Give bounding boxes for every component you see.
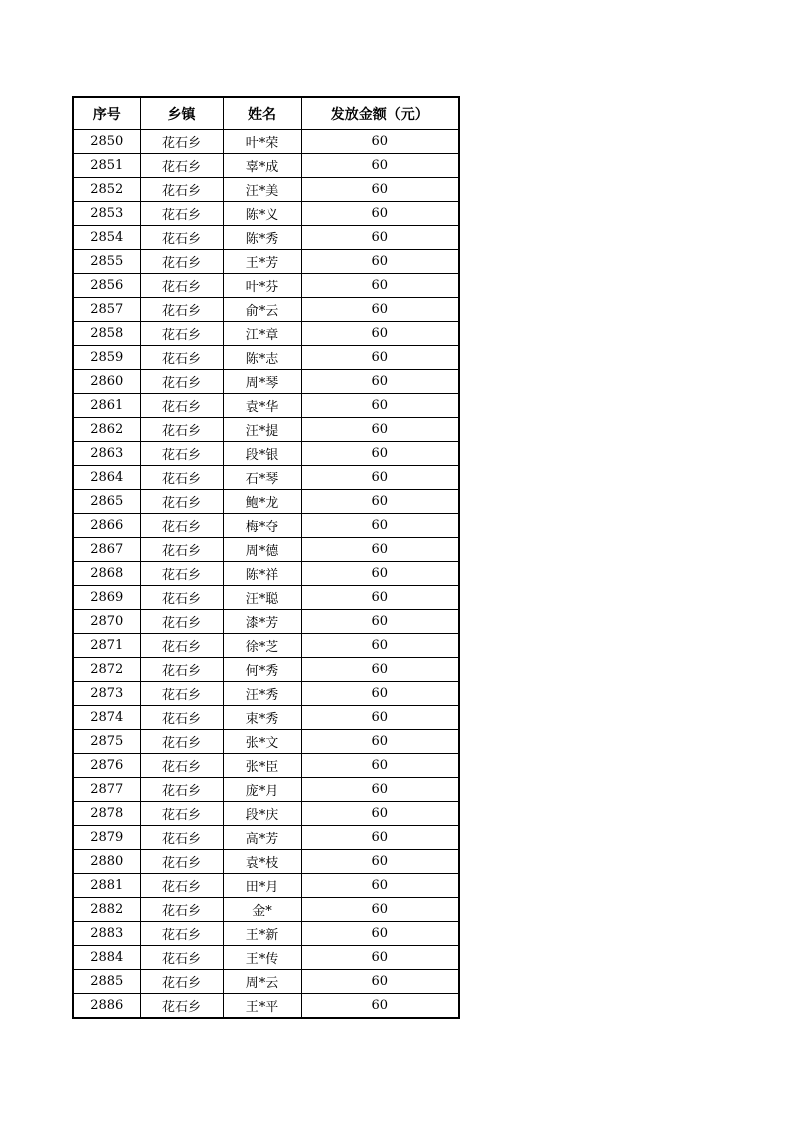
cell-town: 花石乡 xyxy=(140,970,223,994)
cell-town: 花石乡 xyxy=(140,634,223,658)
cell-no: 2885 xyxy=(73,970,140,994)
cell-amount: 60 xyxy=(301,538,459,562)
cell-name: 石*琴 xyxy=(223,466,301,490)
cell-no: 2854 xyxy=(73,226,140,250)
cell-no: 2866 xyxy=(73,514,140,538)
cell-name: 汪*提 xyxy=(223,418,301,442)
cell-town: 花石乡 xyxy=(140,130,223,154)
cell-town: 花石乡 xyxy=(140,514,223,538)
header-amount: 发放金额（元） xyxy=(301,97,459,130)
cell-amount: 60 xyxy=(301,370,459,394)
cell-no: 2865 xyxy=(73,490,140,514)
cell-town: 花石乡 xyxy=(140,394,223,418)
cell-name: 王*芳 xyxy=(223,250,301,274)
cell-no: 2869 xyxy=(73,586,140,610)
cell-no: 2873 xyxy=(73,682,140,706)
cell-town: 花石乡 xyxy=(140,298,223,322)
cell-name: 袁*枝 xyxy=(223,850,301,874)
cell-town: 花石乡 xyxy=(140,370,223,394)
cell-no: 2858 xyxy=(73,322,140,346)
cell-no: 2871 xyxy=(73,634,140,658)
table-row xyxy=(73,490,459,514)
cell-amount: 60 xyxy=(301,874,459,898)
cell-town: 花石乡 xyxy=(140,202,223,226)
cell-no: 2882 xyxy=(73,898,140,922)
cell-no: 2874 xyxy=(73,706,140,730)
cell-amount: 60 xyxy=(301,802,459,826)
cell-no: 2856 xyxy=(73,274,140,298)
cell-no: 2868 xyxy=(73,562,140,586)
cell-no: 2877 xyxy=(73,778,140,802)
cell-town: 花石乡 xyxy=(140,898,223,922)
cell-name: 田*月 xyxy=(223,874,301,898)
cell-amount: 60 xyxy=(301,634,459,658)
cell-amount: 60 xyxy=(301,994,459,1019)
table-row xyxy=(73,922,459,946)
cell-no: 2870 xyxy=(73,610,140,634)
cell-no: 2855 xyxy=(73,250,140,274)
cell-amount: 60 xyxy=(301,130,459,154)
cell-amount: 60 xyxy=(301,250,459,274)
cell-town: 花石乡 xyxy=(140,706,223,730)
cell-amount: 60 xyxy=(301,898,459,922)
cell-name: 王*平 xyxy=(223,994,301,1019)
table-row xyxy=(73,802,459,826)
cell-town: 花石乡 xyxy=(140,874,223,898)
cell-amount: 60 xyxy=(301,730,459,754)
cell-town: 花石乡 xyxy=(140,466,223,490)
cell-name: 漆*芳 xyxy=(223,610,301,634)
table-row xyxy=(73,778,459,802)
cell-town: 花石乡 xyxy=(140,226,223,250)
cell-name: 张*臣 xyxy=(223,754,301,778)
cell-amount: 60 xyxy=(301,946,459,970)
cell-name: 梅*夺 xyxy=(223,514,301,538)
table-row xyxy=(73,682,459,706)
cell-no: 2884 xyxy=(73,946,140,970)
cell-no: 2880 xyxy=(73,850,140,874)
cell-no: 2876 xyxy=(73,754,140,778)
cell-town: 花石乡 xyxy=(140,538,223,562)
cell-name: 汪*美 xyxy=(223,178,301,202)
cell-no: 2879 xyxy=(73,826,140,850)
cell-town: 花石乡 xyxy=(140,346,223,370)
cell-name: 周*琴 xyxy=(223,370,301,394)
cell-no: 2853 xyxy=(73,202,140,226)
table-row xyxy=(73,874,459,898)
cell-amount: 60 xyxy=(301,514,459,538)
cell-name: 江*章 xyxy=(223,322,301,346)
cell-town: 花石乡 xyxy=(140,418,223,442)
table-row xyxy=(73,442,459,466)
table-row xyxy=(73,130,459,154)
cell-no: 2851 xyxy=(73,154,140,178)
cell-name: 鲍*龙 xyxy=(223,490,301,514)
cell-amount: 60 xyxy=(301,778,459,802)
cell-amount: 60 xyxy=(301,274,459,298)
cell-no: 2860 xyxy=(73,370,140,394)
cell-name: 袁*华 xyxy=(223,394,301,418)
cell-no: 2864 xyxy=(73,466,140,490)
cell-no: 2867 xyxy=(73,538,140,562)
cell-town: 花石乡 xyxy=(140,946,223,970)
cell-amount: 60 xyxy=(301,826,459,850)
cell-no: 2875 xyxy=(73,730,140,754)
cell-amount: 60 xyxy=(301,706,459,730)
table-row xyxy=(73,394,459,418)
cell-amount: 60 xyxy=(301,322,459,346)
cell-town: 花石乡 xyxy=(140,730,223,754)
header-town: 乡镇 xyxy=(140,97,223,130)
cell-name: 俞*云 xyxy=(223,298,301,322)
cell-name: 何*秀 xyxy=(223,658,301,682)
table-row xyxy=(73,730,459,754)
cell-amount: 60 xyxy=(301,442,459,466)
cell-amount: 60 xyxy=(301,850,459,874)
table-row xyxy=(73,586,459,610)
table-row xyxy=(73,370,459,394)
cell-amount: 60 xyxy=(301,490,459,514)
cell-no: 2862 xyxy=(73,418,140,442)
cell-no: 2883 xyxy=(73,922,140,946)
table-row xyxy=(73,466,459,490)
cell-town: 花石乡 xyxy=(140,994,223,1019)
cell-amount: 60 xyxy=(301,226,459,250)
cell-name: 周*德 xyxy=(223,538,301,562)
table-row xyxy=(73,178,459,202)
cell-name: 徐*芝 xyxy=(223,634,301,658)
cell-name: 辜*成 xyxy=(223,154,301,178)
cell-town: 花石乡 xyxy=(140,802,223,826)
cell-no: 2859 xyxy=(73,346,140,370)
cell-no: 2886 xyxy=(73,994,140,1019)
cell-amount: 60 xyxy=(301,298,459,322)
cell-name: 段*银 xyxy=(223,442,301,466)
table-row xyxy=(73,850,459,874)
table-row xyxy=(73,898,459,922)
cell-name: 陈*秀 xyxy=(223,226,301,250)
cell-no: 2863 xyxy=(73,442,140,466)
table-row xyxy=(73,994,459,1019)
cell-no: 2861 xyxy=(73,394,140,418)
cell-name: 叶*荣 xyxy=(223,130,301,154)
table-header-row xyxy=(73,97,459,130)
table-row xyxy=(73,658,459,682)
cell-town: 花石乡 xyxy=(140,586,223,610)
table-row xyxy=(73,754,459,778)
cell-amount: 60 xyxy=(301,418,459,442)
cell-name: 张*文 xyxy=(223,730,301,754)
cell-name: 陈*志 xyxy=(223,346,301,370)
cell-amount: 60 xyxy=(301,682,459,706)
cell-amount: 60 xyxy=(301,466,459,490)
cell-name: 庞*月 xyxy=(223,778,301,802)
cell-amount: 60 xyxy=(301,610,459,634)
cell-town: 花石乡 xyxy=(140,178,223,202)
table-row xyxy=(73,298,459,322)
table-row xyxy=(73,322,459,346)
cell-no: 2878 xyxy=(73,802,140,826)
cell-town: 花石乡 xyxy=(140,322,223,346)
table-row xyxy=(73,202,459,226)
cell-town: 花石乡 xyxy=(140,274,223,298)
cell-town: 花石乡 xyxy=(140,154,223,178)
table-row xyxy=(73,706,459,730)
cell-town: 花石乡 xyxy=(140,610,223,634)
cell-no: 2857 xyxy=(73,298,140,322)
cell-town: 花石乡 xyxy=(140,826,223,850)
cell-name: 王*新 xyxy=(223,922,301,946)
cell-town: 花石乡 xyxy=(140,658,223,682)
cell-name: 陈*祥 xyxy=(223,562,301,586)
cell-amount: 60 xyxy=(301,562,459,586)
header-no: 序号 xyxy=(73,97,140,130)
cell-name: 高*芳 xyxy=(223,826,301,850)
table-row xyxy=(73,538,459,562)
cell-no: 2852 xyxy=(73,178,140,202)
table-row xyxy=(73,346,459,370)
table-row xyxy=(73,946,459,970)
cell-amount: 60 xyxy=(301,922,459,946)
cell-name: 金* xyxy=(223,898,301,922)
table-row xyxy=(73,226,459,250)
cell-town: 花石乡 xyxy=(140,250,223,274)
cell-no: 2872 xyxy=(73,658,140,682)
cell-amount: 60 xyxy=(301,178,459,202)
cell-town: 花石乡 xyxy=(140,682,223,706)
cell-no: 2850 xyxy=(73,130,140,154)
table-row xyxy=(73,274,459,298)
cell-amount: 60 xyxy=(301,586,459,610)
table-row xyxy=(73,154,459,178)
table-row xyxy=(73,826,459,850)
cell-amount: 60 xyxy=(301,202,459,226)
header-name: 姓名 xyxy=(223,97,301,130)
table-row xyxy=(73,610,459,634)
cell-name: 段*庆 xyxy=(223,802,301,826)
cell-name: 周*云 xyxy=(223,970,301,994)
table-row xyxy=(73,250,459,274)
cell-town: 花石乡 xyxy=(140,850,223,874)
table-row xyxy=(73,562,459,586)
cell-name: 陈*义 xyxy=(223,202,301,226)
cell-name: 王*传 xyxy=(223,946,301,970)
table-row xyxy=(73,418,459,442)
cell-name: 叶*芬 xyxy=(223,274,301,298)
cell-name: 束*秀 xyxy=(223,706,301,730)
cell-amount: 60 xyxy=(301,346,459,370)
cell-amount: 60 xyxy=(301,154,459,178)
table-row xyxy=(73,634,459,658)
cell-amount: 60 xyxy=(301,394,459,418)
cell-no: 2881 xyxy=(73,874,140,898)
cell-name: 汪*秀 xyxy=(223,682,301,706)
cell-town: 花石乡 xyxy=(140,778,223,802)
cell-town: 花石乡 xyxy=(140,490,223,514)
cell-amount: 60 xyxy=(301,970,459,994)
cell-town: 花石乡 xyxy=(140,442,223,466)
table-row xyxy=(73,514,459,538)
payment-table xyxy=(72,96,460,1019)
cell-town: 花石乡 xyxy=(140,754,223,778)
cell-amount: 60 xyxy=(301,658,459,682)
cell-town: 花石乡 xyxy=(140,922,223,946)
cell-town: 花石乡 xyxy=(140,562,223,586)
cell-amount: 60 xyxy=(301,754,459,778)
table-row xyxy=(73,970,459,994)
cell-name: 汪*聪 xyxy=(223,586,301,610)
